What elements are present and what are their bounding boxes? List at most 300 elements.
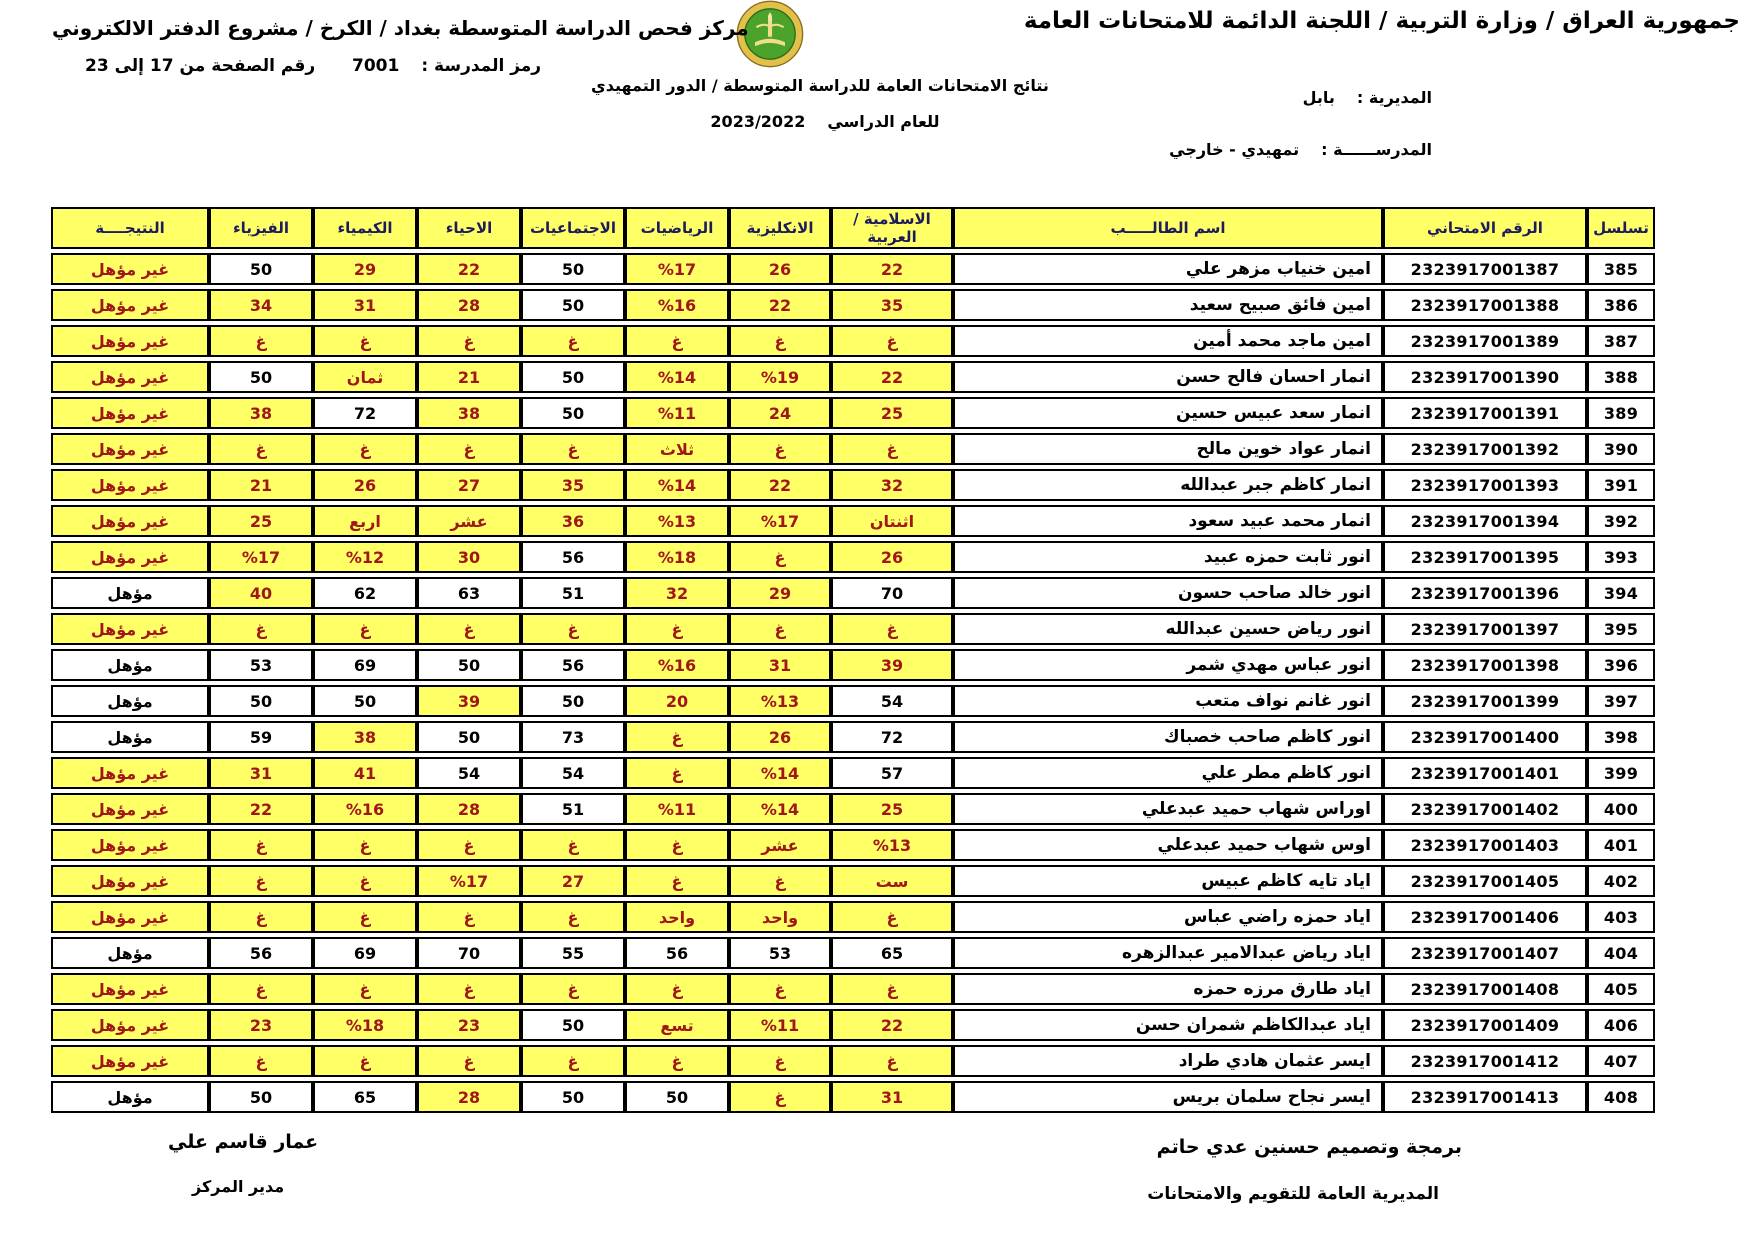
social-score-cell: 73 <box>521 721 625 753</box>
exam-number-cell: 2323917001398 <box>1383 649 1587 681</box>
biology-score-cell: 30 <box>417 541 521 573</box>
table-row <box>51 685 1655 717</box>
manager-title: مدير المركز <box>192 1177 285 1196</box>
student-name-cell: اياد رياض عبدالامير عبدالزهره <box>953 937 1383 969</box>
math-score-cell: غ <box>625 757 729 789</box>
social-score-cell: 35 <box>521 469 625 501</box>
arabic-score-cell: 35 <box>831 289 953 321</box>
result-cell: غير مؤهل <box>51 793 209 825</box>
exam-number-cell: 2323917001397 <box>1383 613 1587 645</box>
biology-score-cell: 28 <box>417 793 521 825</box>
arabic-score-cell: 57 <box>831 757 953 789</box>
math-score-cell: واحد <box>625 901 729 933</box>
math-score-cell: %13 <box>625 505 729 537</box>
physics-score-cell: غ <box>209 325 313 357</box>
arabic-score-cell: 54 <box>831 685 953 717</box>
programmer-credit: برمجة وتصميم حسنين عدي حاتم <box>1156 1136 1462 1158</box>
table-row <box>51 865 1655 897</box>
chemistry-score-cell: غ <box>313 613 417 645</box>
social-score-cell: غ <box>521 613 625 645</box>
math-score-cell: %16 <box>625 649 729 681</box>
chemistry-score-cell: غ <box>313 1045 417 1077</box>
table-row <box>51 649 1655 681</box>
physics-score-cell: 25 <box>209 505 313 537</box>
english-score-cell: غ <box>729 541 831 573</box>
student-name-cell: ايسر عثمان هادي طراد <box>953 1045 1383 1077</box>
arabic-score-cell: 32 <box>831 469 953 501</box>
table-row <box>51 361 1655 393</box>
physics-score-cell: 50 <box>209 1081 313 1113</box>
english-score-cell: غ <box>729 865 831 897</box>
social-score-cell: 50 <box>521 1081 625 1113</box>
exam-number-cell: 2323917001403 <box>1383 829 1587 861</box>
exam-number-cell: 2323917001395 <box>1383 541 1587 573</box>
exam-number-cell: 2323917001399 <box>1383 685 1587 717</box>
chemistry-score-cell: غ <box>313 973 417 1005</box>
serial-cell: 388 <box>1587 361 1655 393</box>
math-score-cell: %17 <box>625 253 729 285</box>
exam-number-cell: 2323917001402 <box>1383 793 1587 825</box>
exam-number-cell: 2323917001409 <box>1383 1009 1587 1041</box>
serial-cell: 395 <box>1587 613 1655 645</box>
col-social: الاجتماعيات <box>521 207 625 249</box>
table-row <box>51 793 1655 825</box>
biology-score-cell: غ <box>417 325 521 357</box>
chemistry-score-cell: غ <box>313 901 417 933</box>
english-score-cell: 24 <box>729 397 831 429</box>
social-score-cell: 50 <box>521 1009 625 1041</box>
biology-score-cell: 28 <box>417 1081 521 1113</box>
arabic-score-cell: غ <box>831 613 953 645</box>
student-name-cell: امين فائق صبيح سعيد <box>953 289 1383 321</box>
math-score-cell: 56 <box>625 937 729 969</box>
math-score-cell: غ <box>625 829 729 861</box>
result-cell: مؤهل <box>51 685 209 717</box>
physics-score-cell: غ <box>209 973 313 1005</box>
arabic-score-cell: غ <box>831 901 953 933</box>
physics-score-cell: غ <box>209 1045 313 1077</box>
serial-cell: 392 <box>1587 505 1655 537</box>
social-score-cell: 55 <box>521 937 625 969</box>
arabic-score-cell: 70 <box>831 577 953 609</box>
arabic-score-cell: 31 <box>831 1081 953 1113</box>
chemistry-score-cell: 26 <box>313 469 417 501</box>
chemistry-score-cell: %12 <box>313 541 417 573</box>
social-score-cell: 54 <box>521 757 625 789</box>
school-line <box>1169 140 1432 159</box>
student-name-cell: انمار عواد خوين مالح <box>953 433 1383 465</box>
exam-number-cell: 2323917001408 <box>1383 973 1587 1005</box>
math-score-cell: غ <box>625 325 729 357</box>
biology-score-cell: غ <box>417 901 521 933</box>
social-score-cell: غ <box>521 901 625 933</box>
table-row <box>51 325 1655 357</box>
table-row <box>51 505 1655 537</box>
serial-cell: 390 <box>1587 433 1655 465</box>
social-score-cell: 50 <box>521 361 625 393</box>
table-row <box>51 397 1655 429</box>
physics-score-cell: 38 <box>209 397 313 429</box>
physics-score-cell: 50 <box>209 253 313 285</box>
physics-score-cell: 23 <box>209 1009 313 1041</box>
serial-cell: 397 <box>1587 685 1655 717</box>
exam-number-cell: 2323917001387 <box>1383 253 1587 285</box>
english-score-cell: غ <box>729 1045 831 1077</box>
table-row <box>51 1009 1655 1041</box>
physics-score-cell: 59 <box>209 721 313 753</box>
table-row <box>51 1045 1655 1077</box>
result-cell: غير مؤهل <box>51 289 209 321</box>
serial-cell: 385 <box>1587 253 1655 285</box>
result-cell: غير مؤهل <box>51 901 209 933</box>
physics-score-cell: 21 <box>209 469 313 501</box>
english-score-cell: 26 <box>729 721 831 753</box>
biology-score-cell: غ <box>417 1045 521 1077</box>
serial-cell: 391 <box>1587 469 1655 501</box>
math-score-cell: 20 <box>625 685 729 717</box>
table-row <box>51 901 1655 933</box>
math-score-cell: %11 <box>625 793 729 825</box>
exam-number-cell: 2323917001412 <box>1383 1045 1587 1077</box>
social-score-cell: غ <box>521 433 625 465</box>
arabic-score-cell: غ <box>831 1045 953 1077</box>
result-cell: غير مؤهل <box>51 397 209 429</box>
result-cell: مؤهل <box>51 721 209 753</box>
biology-score-cell: 23 <box>417 1009 521 1041</box>
table-row <box>51 721 1655 753</box>
physics-score-cell: %17 <box>209 541 313 573</box>
serial-cell: 399 <box>1587 757 1655 789</box>
result-cell: مؤهل <box>51 649 209 681</box>
social-score-cell: 50 <box>521 685 625 717</box>
english-score-cell: 22 <box>729 469 831 501</box>
results-table <box>51 203 1655 1117</box>
result-cell: غير مؤهل <box>51 505 209 537</box>
chemistry-score-cell: 38 <box>313 721 417 753</box>
page-range: رقم الصفحة من 17 إلى 23 <box>85 56 316 76</box>
physics-score-cell: غ <box>209 901 313 933</box>
biology-score-cell: 50 <box>417 649 521 681</box>
table-row <box>51 541 1655 573</box>
english-score-cell: 31 <box>729 649 831 681</box>
english-score-cell: غ <box>729 433 831 465</box>
arabic-score-cell: 65 <box>831 937 953 969</box>
serial-cell: 402 <box>1587 865 1655 897</box>
arabic-score-cell: ست <box>831 865 953 897</box>
biology-score-cell: 63 <box>417 577 521 609</box>
result-cell: غير مؤهل <box>51 469 209 501</box>
social-score-cell: غ <box>521 973 625 1005</box>
results-title: نتائج الامتحانات العامة للدراسة المتوسطة / الدور التمهيدي <box>591 76 1049 95</box>
student-name-cell: انور كاظم صاحب خصباك <box>953 721 1383 753</box>
english-score-cell: 29 <box>729 577 831 609</box>
arabic-score-cell: 72 <box>831 721 953 753</box>
math-score-cell: 50 <box>625 1081 729 1113</box>
serial-cell: 401 <box>1587 829 1655 861</box>
result-cell: غير مؤهل <box>51 973 209 1005</box>
arabic-score-cell: %13 <box>831 829 953 861</box>
result-cell: مؤهل <box>51 577 209 609</box>
directorate-label: المديرية : <box>1356 88 1432 107</box>
col-english: الانكليزية <box>729 207 831 249</box>
table-row <box>51 433 1655 465</box>
serial-cell: 398 <box>1587 721 1655 753</box>
math-score-cell: غ <box>625 865 729 897</box>
student-name-cell: امين خنياب مزهر علي <box>953 253 1383 285</box>
social-score-cell: غ <box>521 325 625 357</box>
arabic-score-cell: 25 <box>831 397 953 429</box>
physics-score-cell: 56 <box>209 937 313 969</box>
math-score-cell: غ <box>625 1045 729 1077</box>
chemistry-score-cell: %16 <box>313 793 417 825</box>
result-cell: غير مؤهل <box>51 541 209 573</box>
arabic-score-cell: اثنتان <box>831 505 953 537</box>
exam-number-cell: 2323917001392 <box>1383 433 1587 465</box>
table-row <box>51 469 1655 501</box>
student-name-cell: انور رياض حسين عبدالله <box>953 613 1383 645</box>
student-name-cell: امين ماجد محمد أمين <box>953 325 1383 357</box>
col-math: الرياضيات <box>625 207 729 249</box>
exam-number-cell: 2323917001391 <box>1383 397 1587 429</box>
result-cell: غير مؤهل <box>51 865 209 897</box>
physics-score-cell: غ <box>209 865 313 897</box>
year-label: للعام الدراسي <box>827 112 940 131</box>
results-tbody <box>51 253 1655 1113</box>
serial-cell: 406 <box>1587 1009 1655 1041</box>
exam-number-cell: 2323917001401 <box>1383 757 1587 789</box>
col-arabic: الاسلامية / العربية <box>831 207 953 249</box>
arabic-score-cell: 22 <box>831 1009 953 1041</box>
col-student-name: اسم الطالـــــب <box>953 207 1383 249</box>
math-score-cell: تسع <box>625 1009 729 1041</box>
col-exam-number: الرقم الامتحاني <box>1383 207 1587 249</box>
year-line <box>690 112 960 131</box>
chemistry-score-cell: غ <box>313 433 417 465</box>
chemistry-score-cell: غ <box>313 325 417 357</box>
exam-number-cell: 2323917001396 <box>1383 577 1587 609</box>
serial-cell: 387 <box>1587 325 1655 357</box>
biology-score-cell: 22 <box>417 253 521 285</box>
school-value: تمهيدي - خارجي <box>1169 140 1300 159</box>
student-name-cell: انمار محمد عبيد سعود <box>953 505 1383 537</box>
biology-score-cell: غ <box>417 613 521 645</box>
english-score-cell: غ <box>729 325 831 357</box>
biology-score-cell: 70 <box>417 937 521 969</box>
english-score-cell: 22 <box>729 289 831 321</box>
chemistry-score-cell: 62 <box>313 577 417 609</box>
manager-name: عمار قاسم علي <box>168 1131 319 1153</box>
school-code-line <box>352 56 541 76</box>
result-cell: غير مؤهل <box>51 1009 209 1041</box>
result-cell: غير مؤهل <box>51 613 209 645</box>
social-score-cell: 50 <box>521 289 625 321</box>
biology-score-cell: %17 <box>417 865 521 897</box>
table-row <box>51 289 1655 321</box>
biology-score-cell: غ <box>417 433 521 465</box>
biology-score-cell: 27 <box>417 469 521 501</box>
biology-score-cell: 39 <box>417 685 521 717</box>
biology-score-cell: 21 <box>417 361 521 393</box>
english-score-cell: %13 <box>729 685 831 717</box>
biology-score-cell: 54 <box>417 757 521 789</box>
physics-score-cell: 31 <box>209 757 313 789</box>
arabic-score-cell: غ <box>831 433 953 465</box>
arabic-score-cell: 25 <box>831 793 953 825</box>
social-score-cell: 50 <box>521 253 625 285</box>
arabic-score-cell: 26 <box>831 541 953 573</box>
arabic-score-cell: 39 <box>831 649 953 681</box>
exam-number-cell: 2323917001407 <box>1383 937 1587 969</box>
math-score-cell: غ <box>625 613 729 645</box>
table-row <box>51 757 1655 789</box>
exam-number-cell: 2323917001413 <box>1383 1081 1587 1113</box>
chemistry-score-cell: اربع <box>313 505 417 537</box>
chemistry-score-cell: ثمان <box>313 361 417 393</box>
exam-number-cell: 2323917001390 <box>1383 361 1587 393</box>
col-physics: الفيزياء <box>209 207 313 249</box>
serial-cell: 386 <box>1587 289 1655 321</box>
serial-cell: 408 <box>1587 1081 1655 1113</box>
col-biology: الاحياء <box>417 207 521 249</box>
social-score-cell: غ <box>521 1045 625 1077</box>
english-score-cell: %17 <box>729 505 831 537</box>
directorate-footer: المديرية العامة للتقويم والامتحانات <box>1147 1184 1439 1204</box>
table-row <box>51 1081 1655 1113</box>
math-score-cell: %11 <box>625 397 729 429</box>
english-score-cell: غ <box>729 1081 831 1113</box>
physics-score-cell: 22 <box>209 793 313 825</box>
physics-score-cell: غ <box>209 829 313 861</box>
biology-score-cell: 38 <box>417 397 521 429</box>
arabic-score-cell: غ <box>831 973 953 1005</box>
center-title: مركز فحص الدراسة المتوسطة بغداد / الكرخ / مشروع الدفتر الالكتروني <box>52 16 749 40</box>
serial-cell: 400 <box>1587 793 1655 825</box>
table-row <box>51 577 1655 609</box>
physics-score-cell: غ <box>209 433 313 465</box>
biology-score-cell: 28 <box>417 289 521 321</box>
english-score-cell: غ <box>729 613 831 645</box>
physics-score-cell: غ <box>209 613 313 645</box>
exam-number-cell: 2323917001393 <box>1383 469 1587 501</box>
table-row <box>51 937 1655 969</box>
table-row <box>51 829 1655 861</box>
chemistry-score-cell: 50 <box>313 685 417 717</box>
table-row <box>51 613 1655 645</box>
chemistry-score-cell: 72 <box>313 397 417 429</box>
table-row <box>51 973 1655 1005</box>
result-cell: غير مؤهل <box>51 361 209 393</box>
student-name-cell: اوس شهاب حميد عبدعلي <box>953 829 1383 861</box>
result-cell: غير مؤهل <box>51 325 209 357</box>
school-code-value: 7001 <box>352 56 400 76</box>
student-name-cell: انور ثابت حمزه عبيد <box>953 541 1383 573</box>
physics-score-cell: 50 <box>209 685 313 717</box>
english-score-cell: %11 <box>729 1009 831 1041</box>
social-score-cell: 27 <box>521 865 625 897</box>
student-name-cell: ايسر نجاح سلمان بريس <box>953 1081 1383 1113</box>
exam-number-cell: 2323917001400 <box>1383 721 1587 753</box>
english-score-cell: واحد <box>729 901 831 933</box>
math-score-cell: ثلاث <box>625 433 729 465</box>
math-score-cell: %14 <box>625 361 729 393</box>
social-score-cell: 36 <box>521 505 625 537</box>
math-score-cell: غ <box>625 973 729 1005</box>
physics-score-cell: 50 <box>209 361 313 393</box>
exam-number-cell: 2323917001388 <box>1383 289 1587 321</box>
serial-cell: 393 <box>1587 541 1655 573</box>
serial-cell: 403 <box>1587 901 1655 933</box>
english-score-cell: عشر <box>729 829 831 861</box>
student-name-cell: انمار احسان فالح حسن <box>953 361 1383 393</box>
exam-number-cell: 2323917001406 <box>1383 901 1587 933</box>
result-cell: غير مؤهل <box>51 757 209 789</box>
student-name-cell: اياد تايه كاظم عبيس <box>953 865 1383 897</box>
student-name-cell: اوراس شهاب حميد عبدعلي <box>953 793 1383 825</box>
serial-cell: 389 <box>1587 397 1655 429</box>
social-score-cell: 51 <box>521 577 625 609</box>
math-score-cell: 32 <box>625 577 729 609</box>
exam-number-cell: 2323917001405 <box>1383 865 1587 897</box>
student-name-cell: انور خالد صاحب حسون <box>953 577 1383 609</box>
arabic-score-cell: 22 <box>831 361 953 393</box>
result-cell: مؤهل <box>51 1081 209 1113</box>
english-score-cell: 26 <box>729 253 831 285</box>
english-score-cell: 53 <box>729 937 831 969</box>
student-name-cell: انمار سعد عبيس حسين <box>953 397 1383 429</box>
chemistry-score-cell: 69 <box>313 937 417 969</box>
physics-score-cell: 40 <box>209 577 313 609</box>
social-score-cell: غ <box>521 829 625 861</box>
result-cell: غير مؤهل <box>51 1045 209 1077</box>
chemistry-score-cell: 41 <box>313 757 417 789</box>
physics-score-cell: 53 <box>209 649 313 681</box>
col-chemistry: الكيمياء <box>313 207 417 249</box>
math-score-cell: %16 <box>625 289 729 321</box>
biology-score-cell: 50 <box>417 721 521 753</box>
result-cell: غير مؤهل <box>51 829 209 861</box>
table-header-row <box>51 207 1655 249</box>
chemistry-score-cell: %18 <box>313 1009 417 1041</box>
student-name-cell: اياد عبدالكاظم شمران حسن <box>953 1009 1383 1041</box>
chemistry-score-cell: 69 <box>313 649 417 681</box>
chemistry-score-cell: غ <box>313 829 417 861</box>
result-cell: مؤهل <box>51 937 209 969</box>
directorate-value: بابل <box>1302 88 1335 107</box>
table-row <box>51 253 1655 285</box>
chemistry-score-cell: 31 <box>313 289 417 321</box>
arabic-score-cell: غ <box>831 325 953 357</box>
student-name-cell: اياد طارق مرزه حمزه <box>953 973 1383 1005</box>
arabic-score-cell: 22 <box>831 253 953 285</box>
exam-number-cell: 2323917001389 <box>1383 325 1587 357</box>
english-score-cell: غ <box>729 973 831 1005</box>
english-score-cell: %14 <box>729 757 831 789</box>
col-serial: تسلسل <box>1587 207 1655 249</box>
school-label: المدرســــــة : <box>1321 140 1432 159</box>
chemistry-score-cell: 65 <box>313 1081 417 1113</box>
social-score-cell: 56 <box>521 649 625 681</box>
chemistry-score-cell: غ <box>313 865 417 897</box>
social-score-cell: 56 <box>521 541 625 573</box>
biology-score-cell: عشر <box>417 505 521 537</box>
physics-score-cell: 34 <box>209 289 313 321</box>
chemistry-score-cell: 29 <box>313 253 417 285</box>
org-title: جمهورية العراق / وزارة التربية / اللجنة الدائمة للامتحانات العامة <box>1023 8 1740 34</box>
school-code-label: رمز المدرسة : <box>421 56 542 76</box>
serial-cell: 405 <box>1587 973 1655 1005</box>
english-score-cell: %19 <box>729 361 831 393</box>
social-score-cell: 51 <box>521 793 625 825</box>
